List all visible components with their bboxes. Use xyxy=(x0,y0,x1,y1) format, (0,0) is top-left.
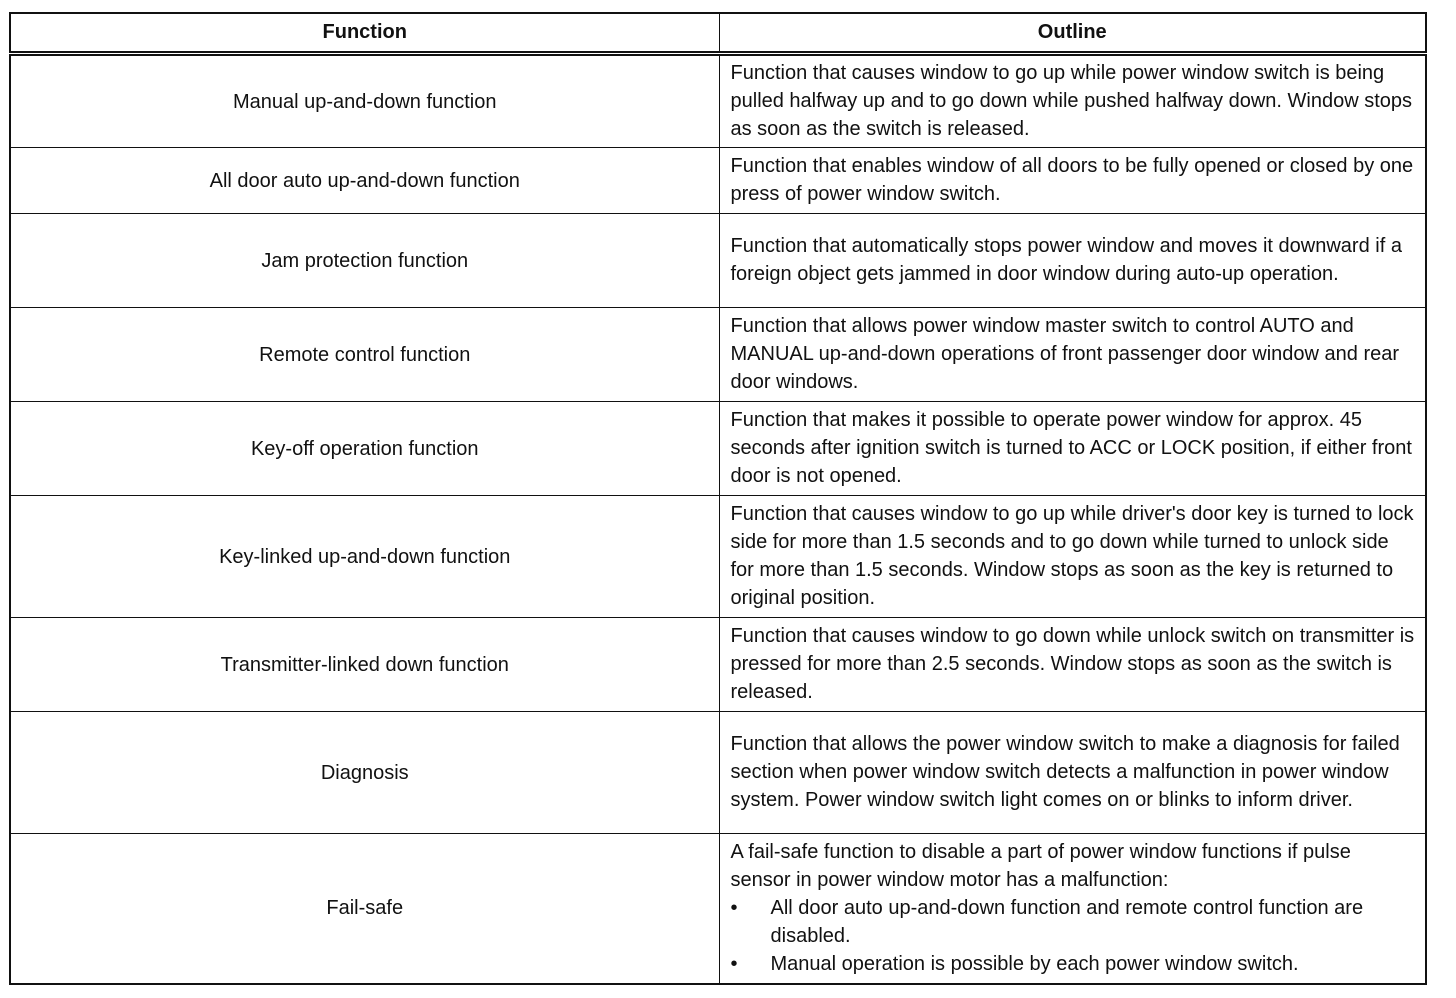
function-cell: Transmitter-linked down function xyxy=(10,618,719,712)
header-outline: Outline xyxy=(719,13,1426,54)
outline-cell: Function that allows the power window switch to make a diagnosis for failed section when power window switch detects a malfunction in power window system. Power window switch light comes on or blinks to inform driver. xyxy=(719,712,1426,834)
table-row xyxy=(10,214,1426,308)
bullet-item xyxy=(731,894,1416,950)
outline-cell: Function that allows power window master switch to control AUTO and MANUAL up-and-down operations of front passenger door window and rear door windows. xyxy=(719,308,1426,402)
table-row xyxy=(10,308,1426,402)
outline-cell: Function that makes it possible to operate power window for approx. 45 seconds after ignition switch is turned to ACC or LOCK position, if either front door is not opened. xyxy=(719,402,1426,496)
table-row xyxy=(10,402,1426,496)
function-cell: Remote control function xyxy=(10,308,719,402)
function-cell: Fail-safe xyxy=(10,834,719,984)
outline-cell: Function that causes window to go up while power window switch is being pulled halfway up and to go down while pushed halfway down. Window stops as soon as the switch is released. xyxy=(719,54,1426,148)
function-cell: Jam protection function xyxy=(10,214,719,308)
bullet-item xyxy=(731,950,1416,978)
table-row xyxy=(10,54,1426,148)
function-cell: Key-off operation function xyxy=(10,402,719,496)
fail-safe-bullet-list xyxy=(731,894,1416,978)
outline-cell: Function that automatically stops power window and moves it downward if a foreign object gets jammed in door window during auto-up operation. xyxy=(719,214,1426,308)
fail-safe-intro: A fail-safe function to disable a part of power window functions if pulse sensor in power window motor has a malfunction: xyxy=(730,840,1351,891)
table-header-row xyxy=(10,13,1426,54)
outline-cell: Function that causes window to go up while driver's door key is turned to lock side for more than 1.5 seconds and to go down while turned to unlock side for more than 1.5 seconds. Window stops as soon as the key is returned to original position. xyxy=(719,496,1426,618)
table-row xyxy=(10,618,1426,712)
header-function: Function xyxy=(10,13,719,54)
bullet-dot: • xyxy=(730,952,738,975)
function-outline-table-container xyxy=(9,12,1425,985)
function-outline-table xyxy=(9,12,1427,985)
table-row xyxy=(10,834,1426,984)
function-cell: Key-linked up-and-down function xyxy=(10,496,719,618)
table-row xyxy=(10,148,1426,214)
outline-cell xyxy=(719,834,1426,984)
table-row xyxy=(10,496,1426,618)
outline-cell: Function that enables window of all doors to be fully opened or closed by one press of power window switch. xyxy=(719,148,1426,214)
function-cell: Manual up-and-down function xyxy=(10,54,719,148)
function-cell: Diagnosis xyxy=(10,712,719,834)
table-row xyxy=(10,712,1426,834)
outline-cell: Function that causes window to go down while unlock switch on transmitter is pressed for more than 2.5 seconds. Window stops as soon as the switch is released. xyxy=(719,618,1426,712)
bullet-dot: • xyxy=(730,896,738,919)
bullet-text: All door auto up-and-down function and remote control function are disabled. xyxy=(770,896,1364,947)
function-cell: All door auto up-and-down function xyxy=(10,148,719,214)
bullet-text: Manual operation is possible by each power window switch. xyxy=(770,952,1299,975)
